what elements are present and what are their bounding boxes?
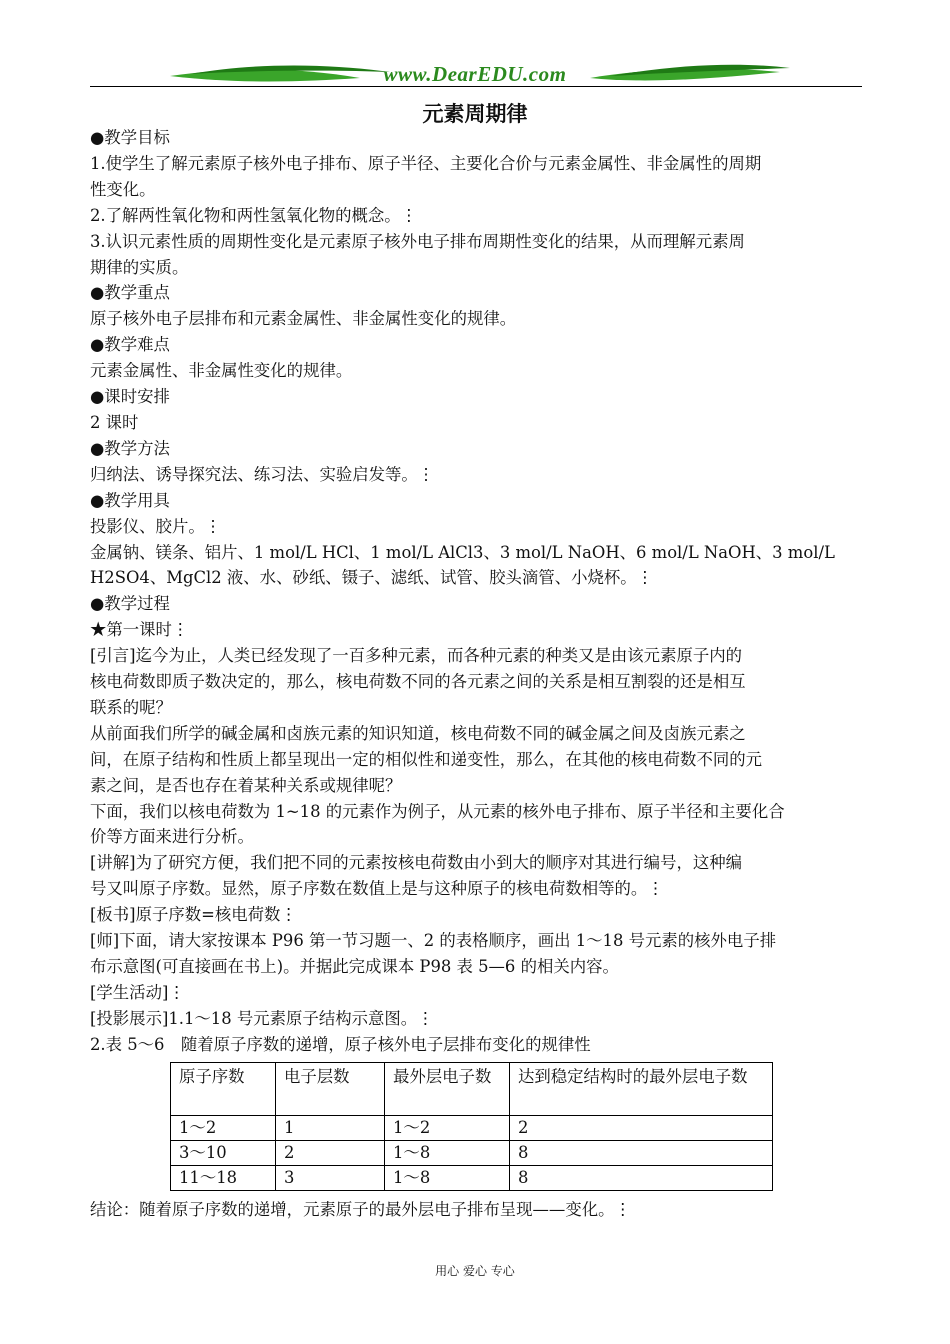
table-cell: 1～8 <box>385 1166 510 1191</box>
table-row <box>171 1116 773 1141</box>
table-cell: 1～8 <box>385 1141 510 1166</box>
text-line: ●教学重点 <box>90 283 170 303</box>
table-row <box>171 1166 773 1191</box>
table-cell: 1 <box>276 1116 385 1141</box>
text-line: 归纳法、诱导探究法、练习法、实验启发等。⋮ <box>90 464 435 484</box>
text-line: H2SO4、MgCl2 液、水、砂纸、镊子、滤纸、试管、胶头滴管、小烧杯。⋮ <box>90 568 654 588</box>
text-line: 元素金属性、非金属性变化的规律。 <box>90 361 353 381</box>
text-line: ●教学难点 <box>90 335 170 355</box>
text-line: [学生活动]⋮ <box>90 982 185 1002</box>
table-cell: 8 <box>510 1166 773 1191</box>
table-cell: 8 <box>510 1141 773 1166</box>
table-header-cell: 达到稳定结构时的最外层电子数 <box>510 1063 773 1116</box>
table-header-row <box>171 1063 773 1116</box>
document-title: 元素周期律 <box>422 102 528 126</box>
text-line: ●教学用具 <box>90 490 170 510</box>
text-line: 下面，我们以核电荷数为 1~18 的元素作为例子，从元素的核外电子排布、原子半径和主要化合 <box>90 801 785 821</box>
text-line: ●教学方法 <box>90 438 170 458</box>
table-cell: 11～18 <box>171 1166 276 1191</box>
text-line: [引言]迄今为止，人类已经发现了一百多种元素，而各种元素的种类又是由该元素原子内的 <box>90 646 743 666</box>
text-line: 布示意图(可直接画在书上)。并据此完成课本 P98 表 5—6 的相关内容。 <box>90 957 619 976</box>
text-line: 性变化。 <box>90 179 156 199</box>
table-cell: 1～2 <box>171 1116 276 1141</box>
page-footer: 用心 爱心 专心 <box>435 1264 515 1278</box>
text-line: ●教学目标 <box>90 128 170 147</box>
table-header-cell: 原子序数 <box>171 1063 276 1116</box>
text-line: [讲解]为了研究方便，我们把不同的元素按核电荷数由小到大的顺序对其进行编号，这种编 <box>90 853 743 873</box>
document-body <box>90 125 862 1058</box>
conclusion-text: 结论：随着原子序数的递增，元素原子的最外层电子排布呈现——变化。⋮ <box>90 1200 631 1219</box>
text-line: 2.表 5～6 随着原子序数的递增，原子核外电子层排布变化的规律性 <box>90 1034 591 1054</box>
text-line: [板书]原子序数=核电荷数⋮ <box>90 905 297 925</box>
text-line: 金属钠、镁条、铝片、1 mol/L HCl、1 mol/L AlCl3、3 mol/L NaOH、6 mol/L NaOH、3 mol/L <box>90 542 835 562</box>
text-line: ★第一课时⋮ <box>90 620 189 640</box>
text-line: 投影仪、胶片。⋮ <box>90 516 222 536</box>
text-line: 素之间，是否也存在着某种关系或规律呢？ <box>90 775 402 795</box>
table-cell: 2 <box>276 1141 385 1166</box>
table-header-cell: 电子层数 <box>276 1063 385 1116</box>
table-cell: 3 <box>276 1166 385 1191</box>
text-line: 2 课时 <box>90 412 139 432</box>
electron-layer-table <box>170 1062 773 1191</box>
text-line: [师]下面，请大家按课本 P96 第一节习题一、2 的表格顺序，画出 1～18 号元素的核外电子排 <box>90 931 777 951</box>
table-cell: 2 <box>510 1116 773 1141</box>
table-cell: 3～10 <box>171 1141 276 1166</box>
text-line: 从前面我们所学的碱金属和卤族元素的知识知道，核电荷数不同的碱金属之间及卤族元素之 <box>90 723 746 743</box>
table-cell: 1～2 <box>385 1116 510 1141</box>
text-line: 核电荷数即质子数决定的，那么，核电荷数不同的各元素之间的关系是相互割裂的还是相互 <box>90 672 746 692</box>
text-line: ●课时安排 <box>90 387 170 407</box>
text-line: 3.认识元素性质的周期性变化是元素原子核外电子排布周期性变化的结果，从而理解元素周 <box>90 231 745 251</box>
text-line: 原子核外电子层排布和元素金属性、非金属性变化的规律。 <box>90 309 517 329</box>
text-line: ●教学过程 <box>90 594 170 614</box>
text-line: 号又叫原子序数。显然，原子序数在数值上是与这种原子的核电荷数相等的。⋮ <box>90 879 664 899</box>
text-line: 价等方面来进行分析。 <box>90 827 254 847</box>
text-line: 1.使学生了解元素原子核外电子排布、原子半径、主要化合价与元素金属性、非金属性的周期 <box>90 153 762 173</box>
table-row <box>171 1141 773 1166</box>
text-line: 2.了解两性氧化物和两性氢氧化物的概念。⋮ <box>90 205 418 225</box>
table-header-cell: 最外层电子数 <box>385 1063 510 1116</box>
site-url: www.DearEDU.com <box>383 62 567 86</box>
text-line: 期律的实质。 <box>90 257 189 277</box>
text-line: [投影展示]1.1～18 号元素原子结构示意图。⋮ <box>90 1008 434 1028</box>
text-line: 联系的呢？ <box>90 697 172 717</box>
text-line: 间，在原子结构和性质上都呈现出一定的相似性和递变性，那么，在其他的核电荷数不同的元 <box>90 749 763 769</box>
header-divider <box>90 86 862 87</box>
